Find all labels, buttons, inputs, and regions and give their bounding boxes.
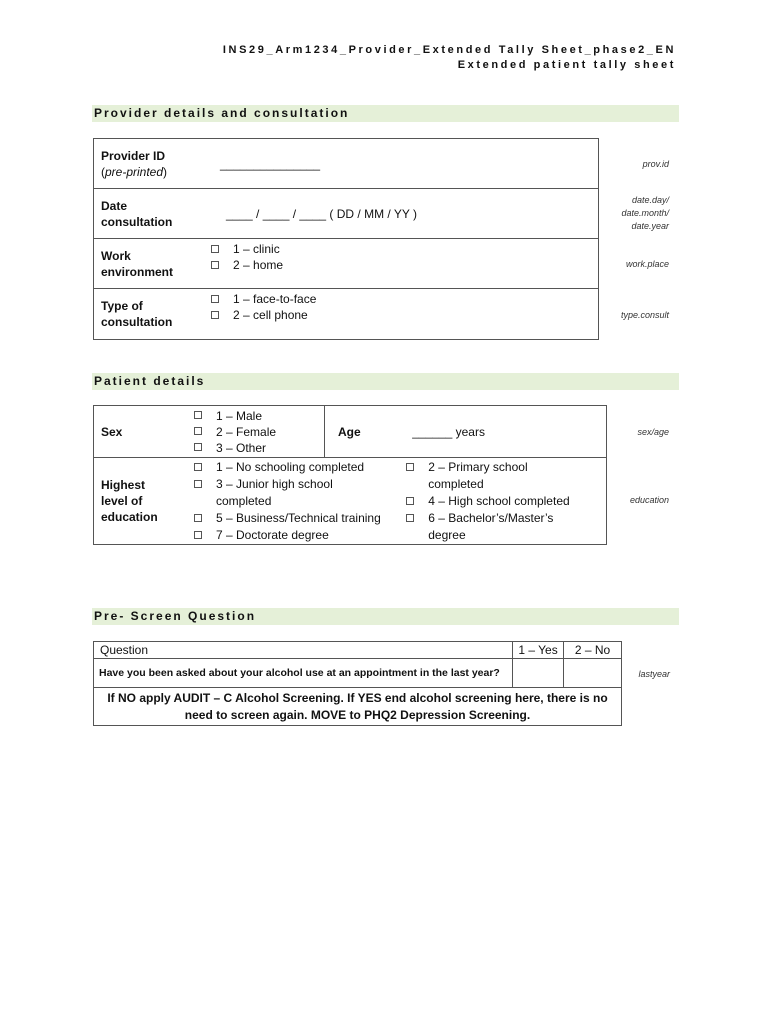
- work-option-home[interactable]: 2 – home: [211, 257, 598, 273]
- checkbox-icon[interactable]: [194, 531, 202, 539]
- edu-option-3-cont: completed: [216, 494, 272, 508]
- edu-option-2-cont: completed: [428, 477, 484, 491]
- work-option-clinic[interactable]: 1 – clinic: [211, 241, 598, 257]
- side-date: date.day/ date.month/ date.year: [621, 195, 669, 231]
- edu-option-4[interactable]: 4 – High school completed: [406, 493, 606, 510]
- document-id: INS29_Arm1234_Provider_Extended Tally Sheet_phase2_EN: [222, 44, 676, 56]
- checkbox-icon[interactable]: [211, 245, 219, 253]
- provider-id-label: Provider ID: [101, 148, 166, 163]
- provider-table: [93, 138, 599, 340]
- no-header: 2 – No: [564, 642, 622, 659]
- edu-option-6[interactable]: 6 – Bachelor’s/Master’s: [406, 510, 606, 527]
- instruction-line-1: If NO apply AUDIT – C Alcohol Screening. If YES end alcohol screening here, there is no: [107, 690, 608, 705]
- sex-option-male[interactable]: 1 – Male: [194, 408, 324, 424]
- checkbox-icon[interactable]: [194, 427, 202, 435]
- edu-option-1[interactable]: 1 – No schooling completed: [194, 459, 392, 476]
- checkbox-icon[interactable]: [194, 443, 202, 451]
- prescreen-table: [93, 641, 622, 726]
- age-label: Age: [325, 406, 393, 458]
- checkbox-icon[interactable]: [194, 480, 202, 488]
- yes-answer-cell[interactable]: [513, 659, 564, 688]
- education-options-left: [189, 458, 392, 545]
- edu-option-7[interactable]: 7 – Doctorate degree: [194, 527, 392, 544]
- checkbox-icon[interactable]: [194, 411, 202, 419]
- sex-option-other[interactable]: 3 – Other: [194, 440, 324, 456]
- type-option-face[interactable]: 1 – face-to-face: [211, 291, 598, 307]
- date-label-cell: [94, 189, 197, 239]
- side-work: work.place: [625, 259, 669, 269]
- document-subtitle: Extended patient tally sheet: [457, 59, 676, 71]
- date-format: ____ / ____ / ____ ( DD / MM / YY ): [226, 206, 417, 221]
- provider-id-label-cell: Provider ID (pre-printed): [94, 139, 197, 189]
- work-label-1: Work: [101, 248, 131, 263]
- provider-section-title: Provider details and consultation: [92, 105, 679, 122]
- side-education: education: [629, 495, 669, 505]
- type-label-2: consultation: [101, 315, 173, 329]
- prescreen-section-title: Pre- Screen Question: [92, 608, 679, 625]
- side-prov-id: prov.id: [642, 159, 669, 169]
- age-blank: ______ years: [412, 424, 485, 439]
- type-label-1: Type of: [101, 299, 143, 313]
- provider-id-sub: pre-printed: [105, 164, 164, 179]
- instruction-line-2: need to screen again. MOVE to PHQ2 Depression Screening.: [184, 707, 531, 722]
- work-label-cell: [94, 239, 197, 289]
- side-type: type.consult: [620, 310, 669, 320]
- date-label-1: Date: [101, 198, 128, 213]
- side-lastyear: lastyear: [638, 669, 670, 679]
- checkbox-icon[interactable]: [211, 311, 219, 319]
- patient-table: [93, 405, 607, 545]
- patient-section-title: Patient details: [92, 373, 679, 390]
- edu-option-2[interactable]: 2 – Primary school: [406, 459, 606, 476]
- question-text: Have you been asked about your alcohol use at an appointment in the last year?: [94, 659, 513, 688]
- education-options-right: [392, 458, 606, 545]
- date-field[interactable]: [196, 189, 599, 239]
- checkbox-icon[interactable]: [194, 463, 202, 471]
- checkbox-icon[interactable]: [406, 463, 414, 471]
- work-label-2: environment: [101, 264, 174, 279]
- provider-id-field[interactable]: [196, 139, 599, 189]
- edu-option-5[interactable]: 5 – Business/Technical training: [194, 510, 392, 527]
- checkbox-icon[interactable]: [194, 514, 202, 522]
- edu-option-6-cont: degree: [428, 528, 466, 542]
- type-options: [196, 289, 599, 340]
- checkbox-icon[interactable]: [211, 295, 219, 303]
- no-answer-cell[interactable]: [564, 659, 622, 688]
- edu-option-3[interactable]: 3 – Junior high school: [194, 476, 392, 493]
- date-label-2: consultation: [101, 214, 173, 229]
- checkbox-icon[interactable]: [406, 514, 414, 522]
- provider-id-blank: _______________: [220, 156, 321, 171]
- question-header: Question: [94, 642, 513, 659]
- education-label-cell: Highest level of education: [94, 458, 190, 545]
- yes-header: 1 – Yes: [513, 642, 564, 659]
- type-label-cell: [94, 289, 197, 340]
- checkbox-icon[interactable]: [211, 261, 219, 269]
- work-options: [196, 239, 599, 289]
- sex-option-female[interactable]: 2 – Female: [194, 424, 324, 440]
- type-option-phone[interactable]: 2 – cell phone: [211, 307, 598, 323]
- checkbox-icon[interactable]: [406, 497, 414, 505]
- age-field[interactable]: [392, 406, 606, 458]
- sex-options: [189, 406, 325, 458]
- side-sex-age: sex/age: [637, 427, 669, 437]
- sex-label: Sex: [94, 406, 190, 458]
- instruction-cell: [94, 688, 622, 726]
